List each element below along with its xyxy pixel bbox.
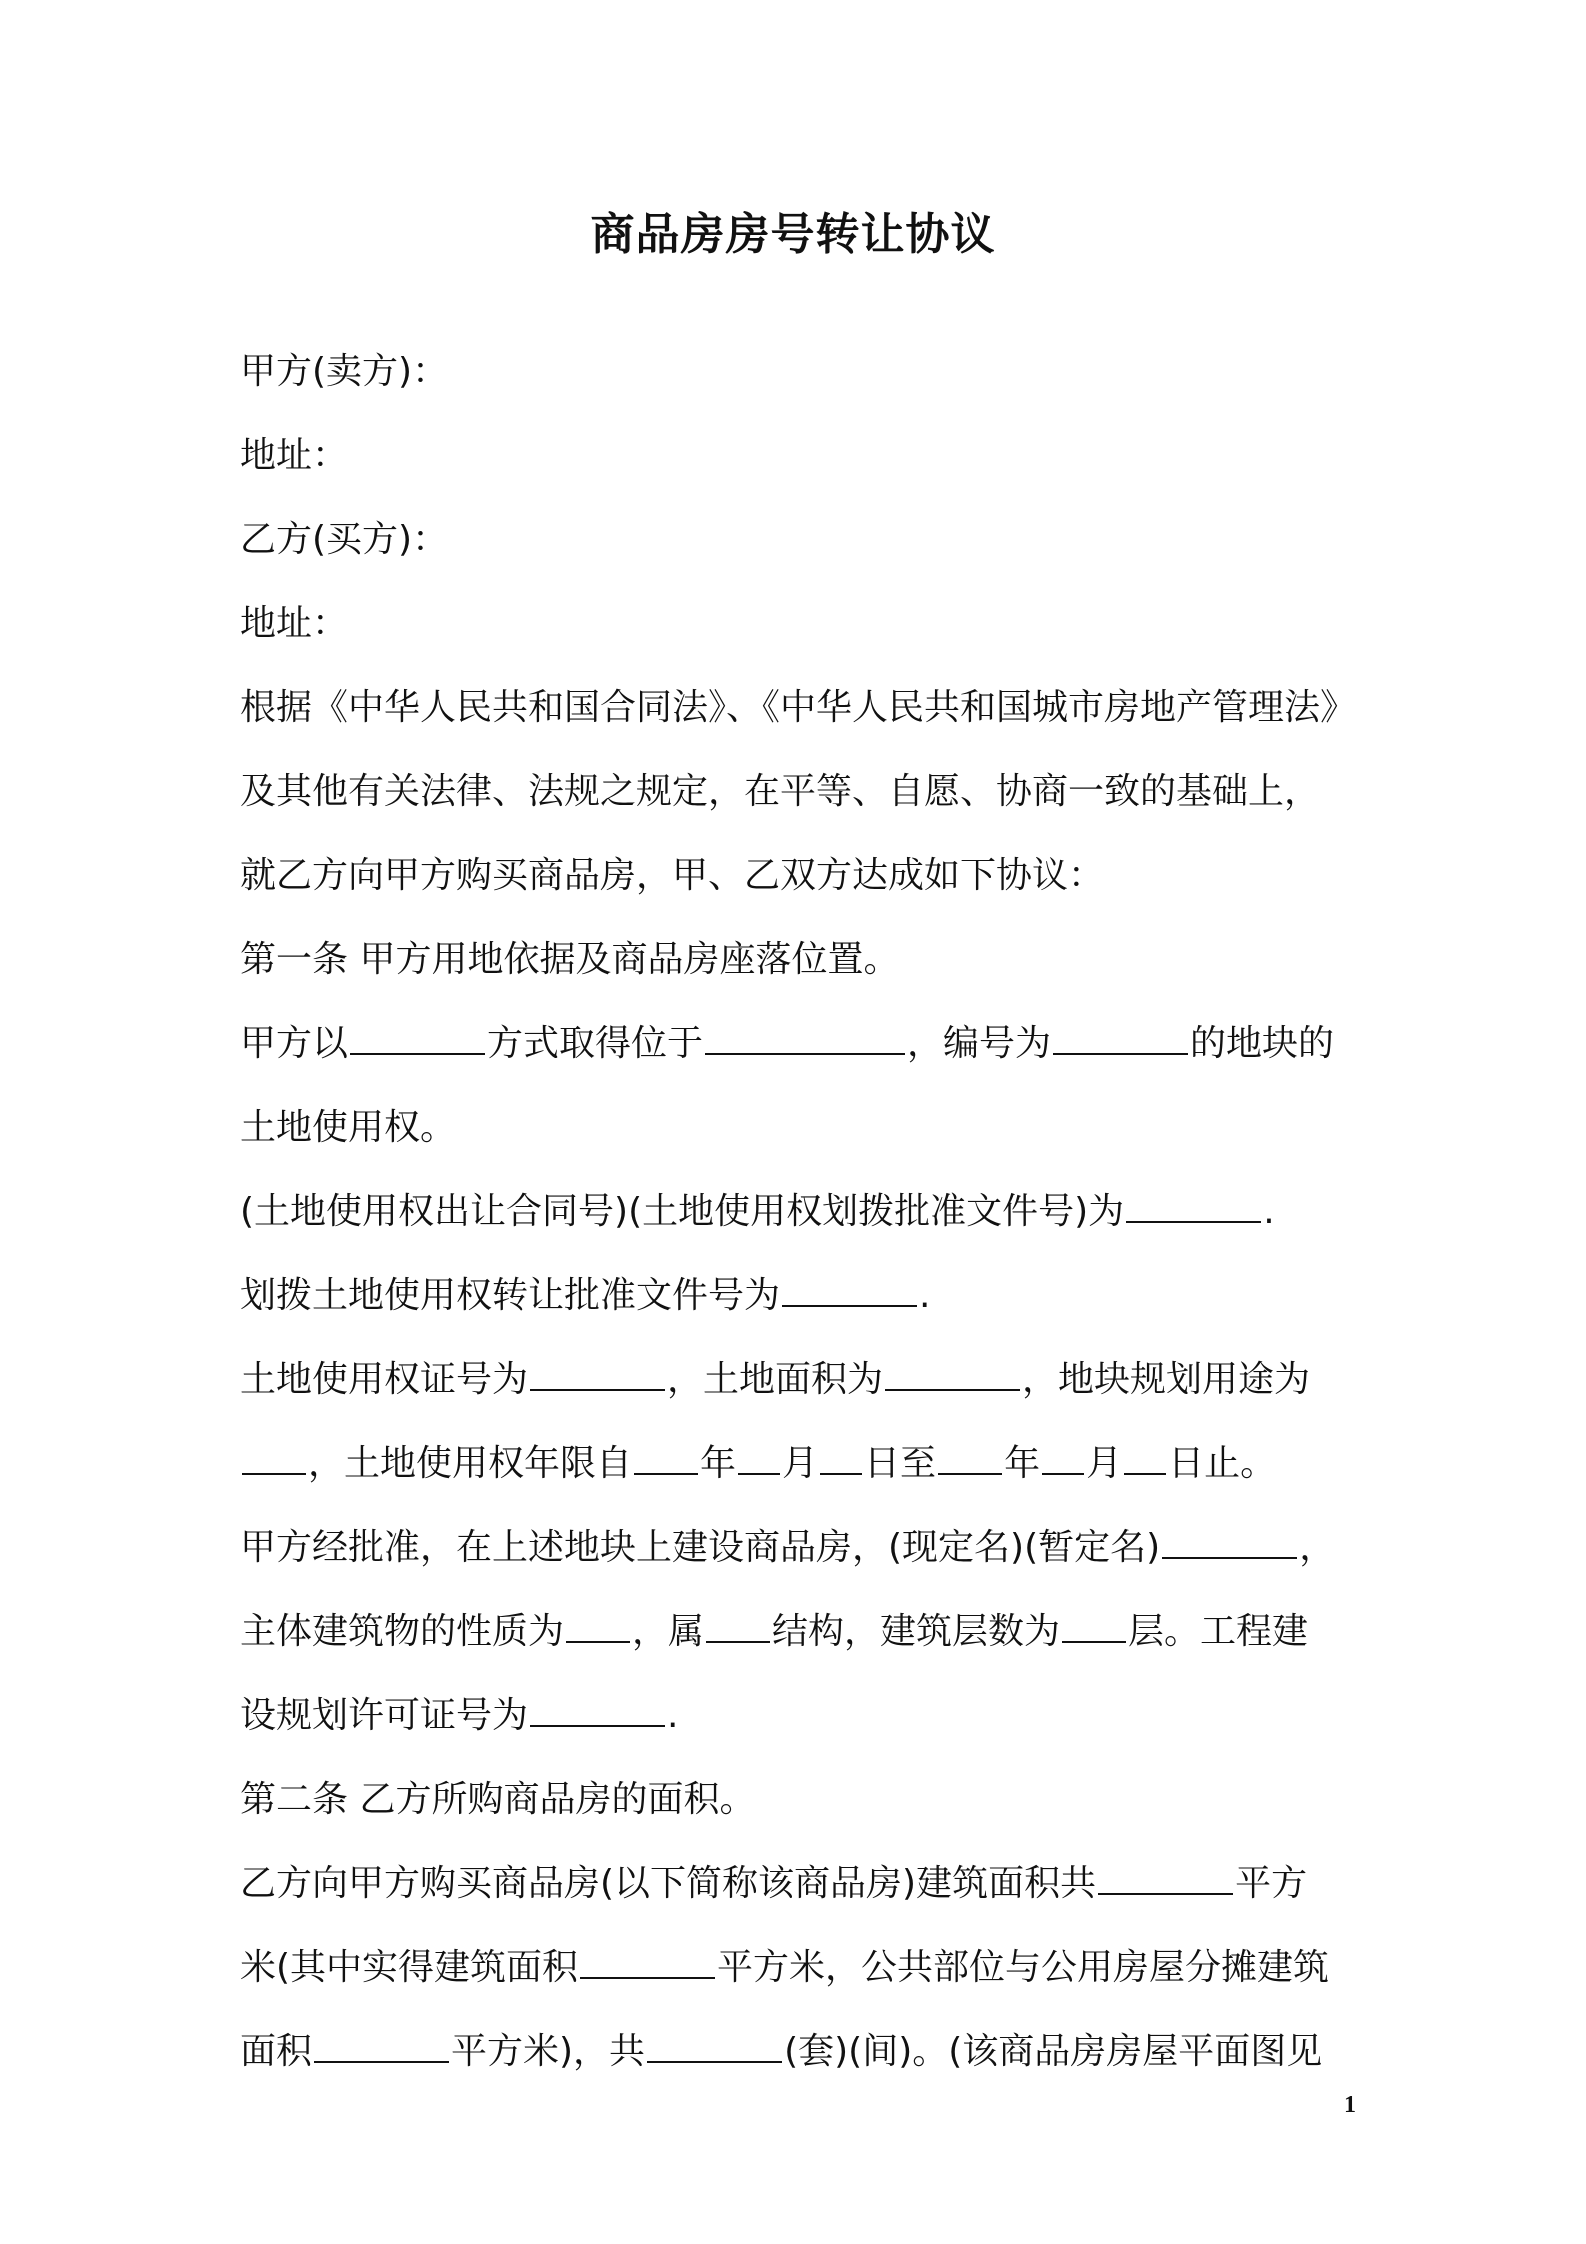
text: 平方米，公共部位与公用房屋分摊建筑 bbox=[717, 1947, 1330, 1988]
fill-blank[interactable] bbox=[580, 1943, 715, 1979]
address-label: 地址： bbox=[240, 435, 349, 476]
fill-blank[interactable] bbox=[706, 1607, 770, 1643]
fill-blank[interactable] bbox=[938, 1439, 1002, 1475]
fill-blank[interactable] bbox=[242, 1439, 306, 1475]
fill-blank[interactable] bbox=[530, 1691, 665, 1727]
fill-blank[interactable] bbox=[530, 1355, 665, 1391]
page-number: 1 bbox=[1344, 2092, 1356, 2118]
article-1-line-3 bbox=[240, 1170, 1360, 1254]
text: 设规划许可证号为 bbox=[240, 1695, 529, 1736]
fill-blank[interactable] bbox=[1162, 1523, 1297, 1559]
text: 土地使用权证号为 bbox=[240, 1359, 529, 1400]
text: 米(其中实得建筑面积 bbox=[240, 1947, 579, 1988]
text: 月 bbox=[1086, 1443, 1123, 1484]
text: 层。工程建 bbox=[1128, 1611, 1309, 1652]
text: 方式取得位于 bbox=[487, 1023, 704, 1064]
text: 平方米)，共 bbox=[451, 2031, 646, 2072]
article-1-line-8 bbox=[240, 1590, 1360, 1674]
preamble-line-1 bbox=[240, 666, 1360, 750]
fill-blank[interactable] bbox=[1098, 1859, 1233, 1895]
article-1-line-6 bbox=[240, 1422, 1360, 1506]
article-1-line-7 bbox=[240, 1506, 1360, 1590]
article-1-line-1 bbox=[240, 1002, 1360, 1086]
article-2-line-2 bbox=[240, 1926, 1360, 2010]
fill-blank[interactable] bbox=[1053, 1019, 1188, 1055]
text: 结构，建筑层数为 bbox=[772, 1611, 1061, 1652]
text: 年 bbox=[1004, 1443, 1041, 1484]
fill-blank[interactable] bbox=[782, 1271, 917, 1307]
party-a-address-line bbox=[240, 414, 1360, 498]
fill-blank[interactable] bbox=[350, 1019, 485, 1055]
article-heading: 第二条 乙方所购商品房的面积。 bbox=[240, 1779, 756, 1820]
paragraph-text: 及其他有关法律、法规之规定，在平等、自愿、协商一致的基础上， bbox=[240, 771, 1321, 812]
text: 甲方经批准，在上述地块上建设商品房，(现定名)(暂定名) bbox=[240, 1527, 1161, 1568]
text: . bbox=[1263, 1191, 1275, 1232]
text: ，土地面积为 bbox=[667, 1359, 884, 1400]
fill-blank[interactable] bbox=[647, 2027, 782, 2063]
fill-blank[interactable] bbox=[566, 1607, 630, 1643]
party-b-address-line bbox=[240, 582, 1360, 666]
text: 甲方以 bbox=[240, 1023, 349, 1064]
document-title: 商品房房号转让协议 bbox=[590, 209, 996, 260]
text: ，地块规划用途为 bbox=[1022, 1359, 1311, 1400]
fill-blank[interactable] bbox=[634, 1439, 698, 1475]
text: 日至 bbox=[864, 1443, 937, 1484]
text: ，编号为 bbox=[907, 1023, 1052, 1064]
text: ，属 bbox=[632, 1611, 705, 1652]
party-b-label: 乙方(买方)： bbox=[240, 519, 449, 560]
text: 乙方向甲方购买商品房(以下简称该商品房)建筑面积共 bbox=[240, 1863, 1097, 1904]
text: 平方 bbox=[1235, 1863, 1308, 1904]
text: 年 bbox=[700, 1443, 737, 1484]
fill-blank[interactable] bbox=[1042, 1439, 1084, 1475]
document-body bbox=[240, 330, 1360, 2094]
party-a-line bbox=[240, 330, 1360, 414]
article-2-heading bbox=[240, 1758, 1360, 1842]
party-b-line bbox=[240, 498, 1360, 582]
fill-blank[interactable] bbox=[1124, 1439, 1166, 1475]
fill-blank[interactable] bbox=[885, 1355, 1020, 1391]
address-label: 地址： bbox=[240, 603, 349, 644]
article-1-line-4 bbox=[240, 1254, 1360, 1338]
text: 面积 bbox=[240, 2031, 313, 2072]
article-2-line-3 bbox=[240, 2010, 1360, 2094]
party-a-label: 甲方(卖方)： bbox=[240, 351, 449, 392]
text: . bbox=[667, 1695, 679, 1736]
text: (套)(间)。(该商品房房屋平面图见 bbox=[784, 2031, 1323, 2072]
fill-blank[interactable] bbox=[820, 1439, 862, 1475]
paragraph-text: 根据《中华人民共和国合同法》、《中华人民共和国城市房地产管理法》 bbox=[240, 687, 1357, 728]
text: ， bbox=[1299, 1527, 1336, 1568]
article-1-heading bbox=[240, 918, 1360, 1002]
article-1-line-5 bbox=[240, 1338, 1360, 1422]
text: 月 bbox=[782, 1443, 819, 1484]
article-1-line-9 bbox=[240, 1674, 1360, 1758]
preamble-line-2 bbox=[240, 750, 1360, 834]
text: 划拨土地使用权转让批准文件号为 bbox=[240, 1275, 781, 1316]
paragraph-text: 就乙方向甲方购买商品房，甲、乙双方达成如下协议： bbox=[240, 855, 1105, 896]
paragraph-text: 土地使用权。 bbox=[240, 1107, 457, 1148]
text: (土地使用权出让合同号)(土地使用权划拨批准文件号)为 bbox=[240, 1191, 1125, 1232]
article-2-line-1 bbox=[240, 1842, 1360, 1926]
fill-blank[interactable] bbox=[314, 2027, 449, 2063]
article-heading: 第一条 甲方用地依据及商品房座落位置。 bbox=[240, 939, 900, 980]
preamble-line-3 bbox=[240, 834, 1360, 918]
text: . bbox=[919, 1275, 931, 1316]
fill-blank[interactable] bbox=[738, 1439, 780, 1475]
article-1-line-2 bbox=[240, 1086, 1360, 1170]
fill-blank[interactable] bbox=[705, 1019, 905, 1055]
text: ，土地使用权年限自 bbox=[308, 1443, 633, 1484]
text: 主体建筑物的性质为 bbox=[240, 1611, 565, 1652]
text: 的地块的 bbox=[1190, 1023, 1335, 1064]
fill-blank[interactable] bbox=[1062, 1607, 1126, 1643]
fill-blank[interactable] bbox=[1126, 1187, 1261, 1223]
text: 日止。 bbox=[1168, 1443, 1277, 1484]
